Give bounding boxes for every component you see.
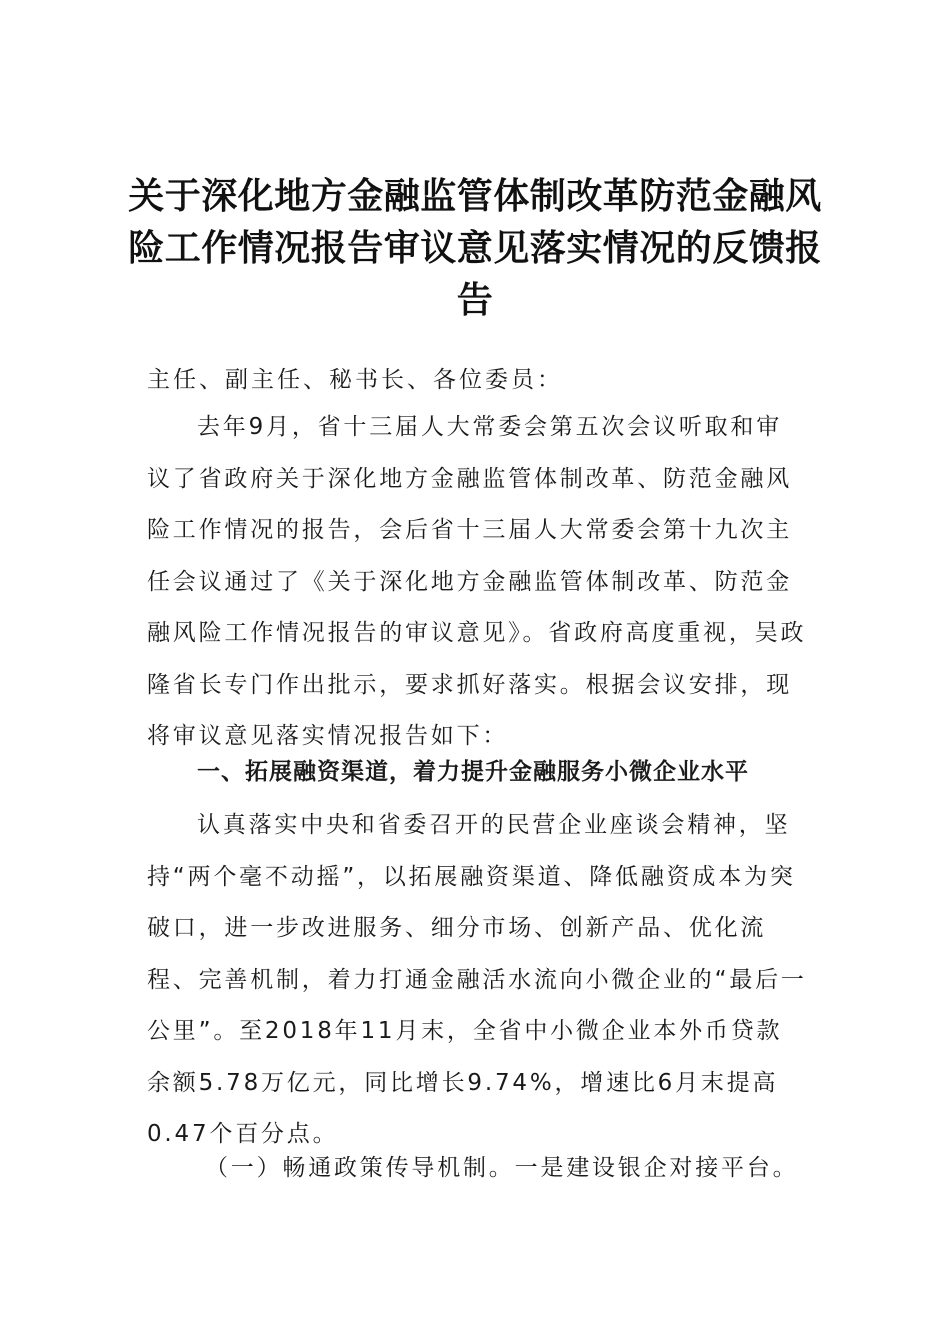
subsection-heading-1: （一）畅通政策传导机制。一是建设银企对接平台。 xyxy=(205,1155,799,1181)
paragraph-intro: 去年9月，省十三届人大常委会第五次会议听取和审议了省政府关于深化地方金融监管体制改革、防范金融风险工作情况的报告，会后省十三届人大常委会第十九次主任会议通过了《关于深化地方金融监管体制改革、防范金融风险工作情况报告的审议意见》。省政府高度重视，吴政隆省长专门作出批示，要求抓好落实。根据会议安排，现将审议意见落实情况报告如下： xyxy=(147,414,807,749)
paragraph-section-1: 认真落实中央和省委召开的民营企业座谈会精神，坚持“两个毫不动摇”，以拓展融资渠道、降低融资成本为突破口，进一步改进服务、细分市场、创新产品、优化流程、完善机制，着力打通金融活水流向小微企业的“最后一公里”。至2018年11月末，全省中小微企业本外币贷款余额5.78万亿元，同比增长9.74%，增速比6月末提高0.47个百分点。 xyxy=(147,812,807,1147)
salutation: 主任、副主任、秘书长、各位委员： xyxy=(147,367,563,393)
section-heading-1: 一、拓展融资渠道，着力提升金融服务小微企业水平 xyxy=(197,759,749,785)
document-title: 关于深化地方金融监管体制改革防范金融风险工作情况报告审议意见落实情况的反馈报告 xyxy=(128,175,822,321)
